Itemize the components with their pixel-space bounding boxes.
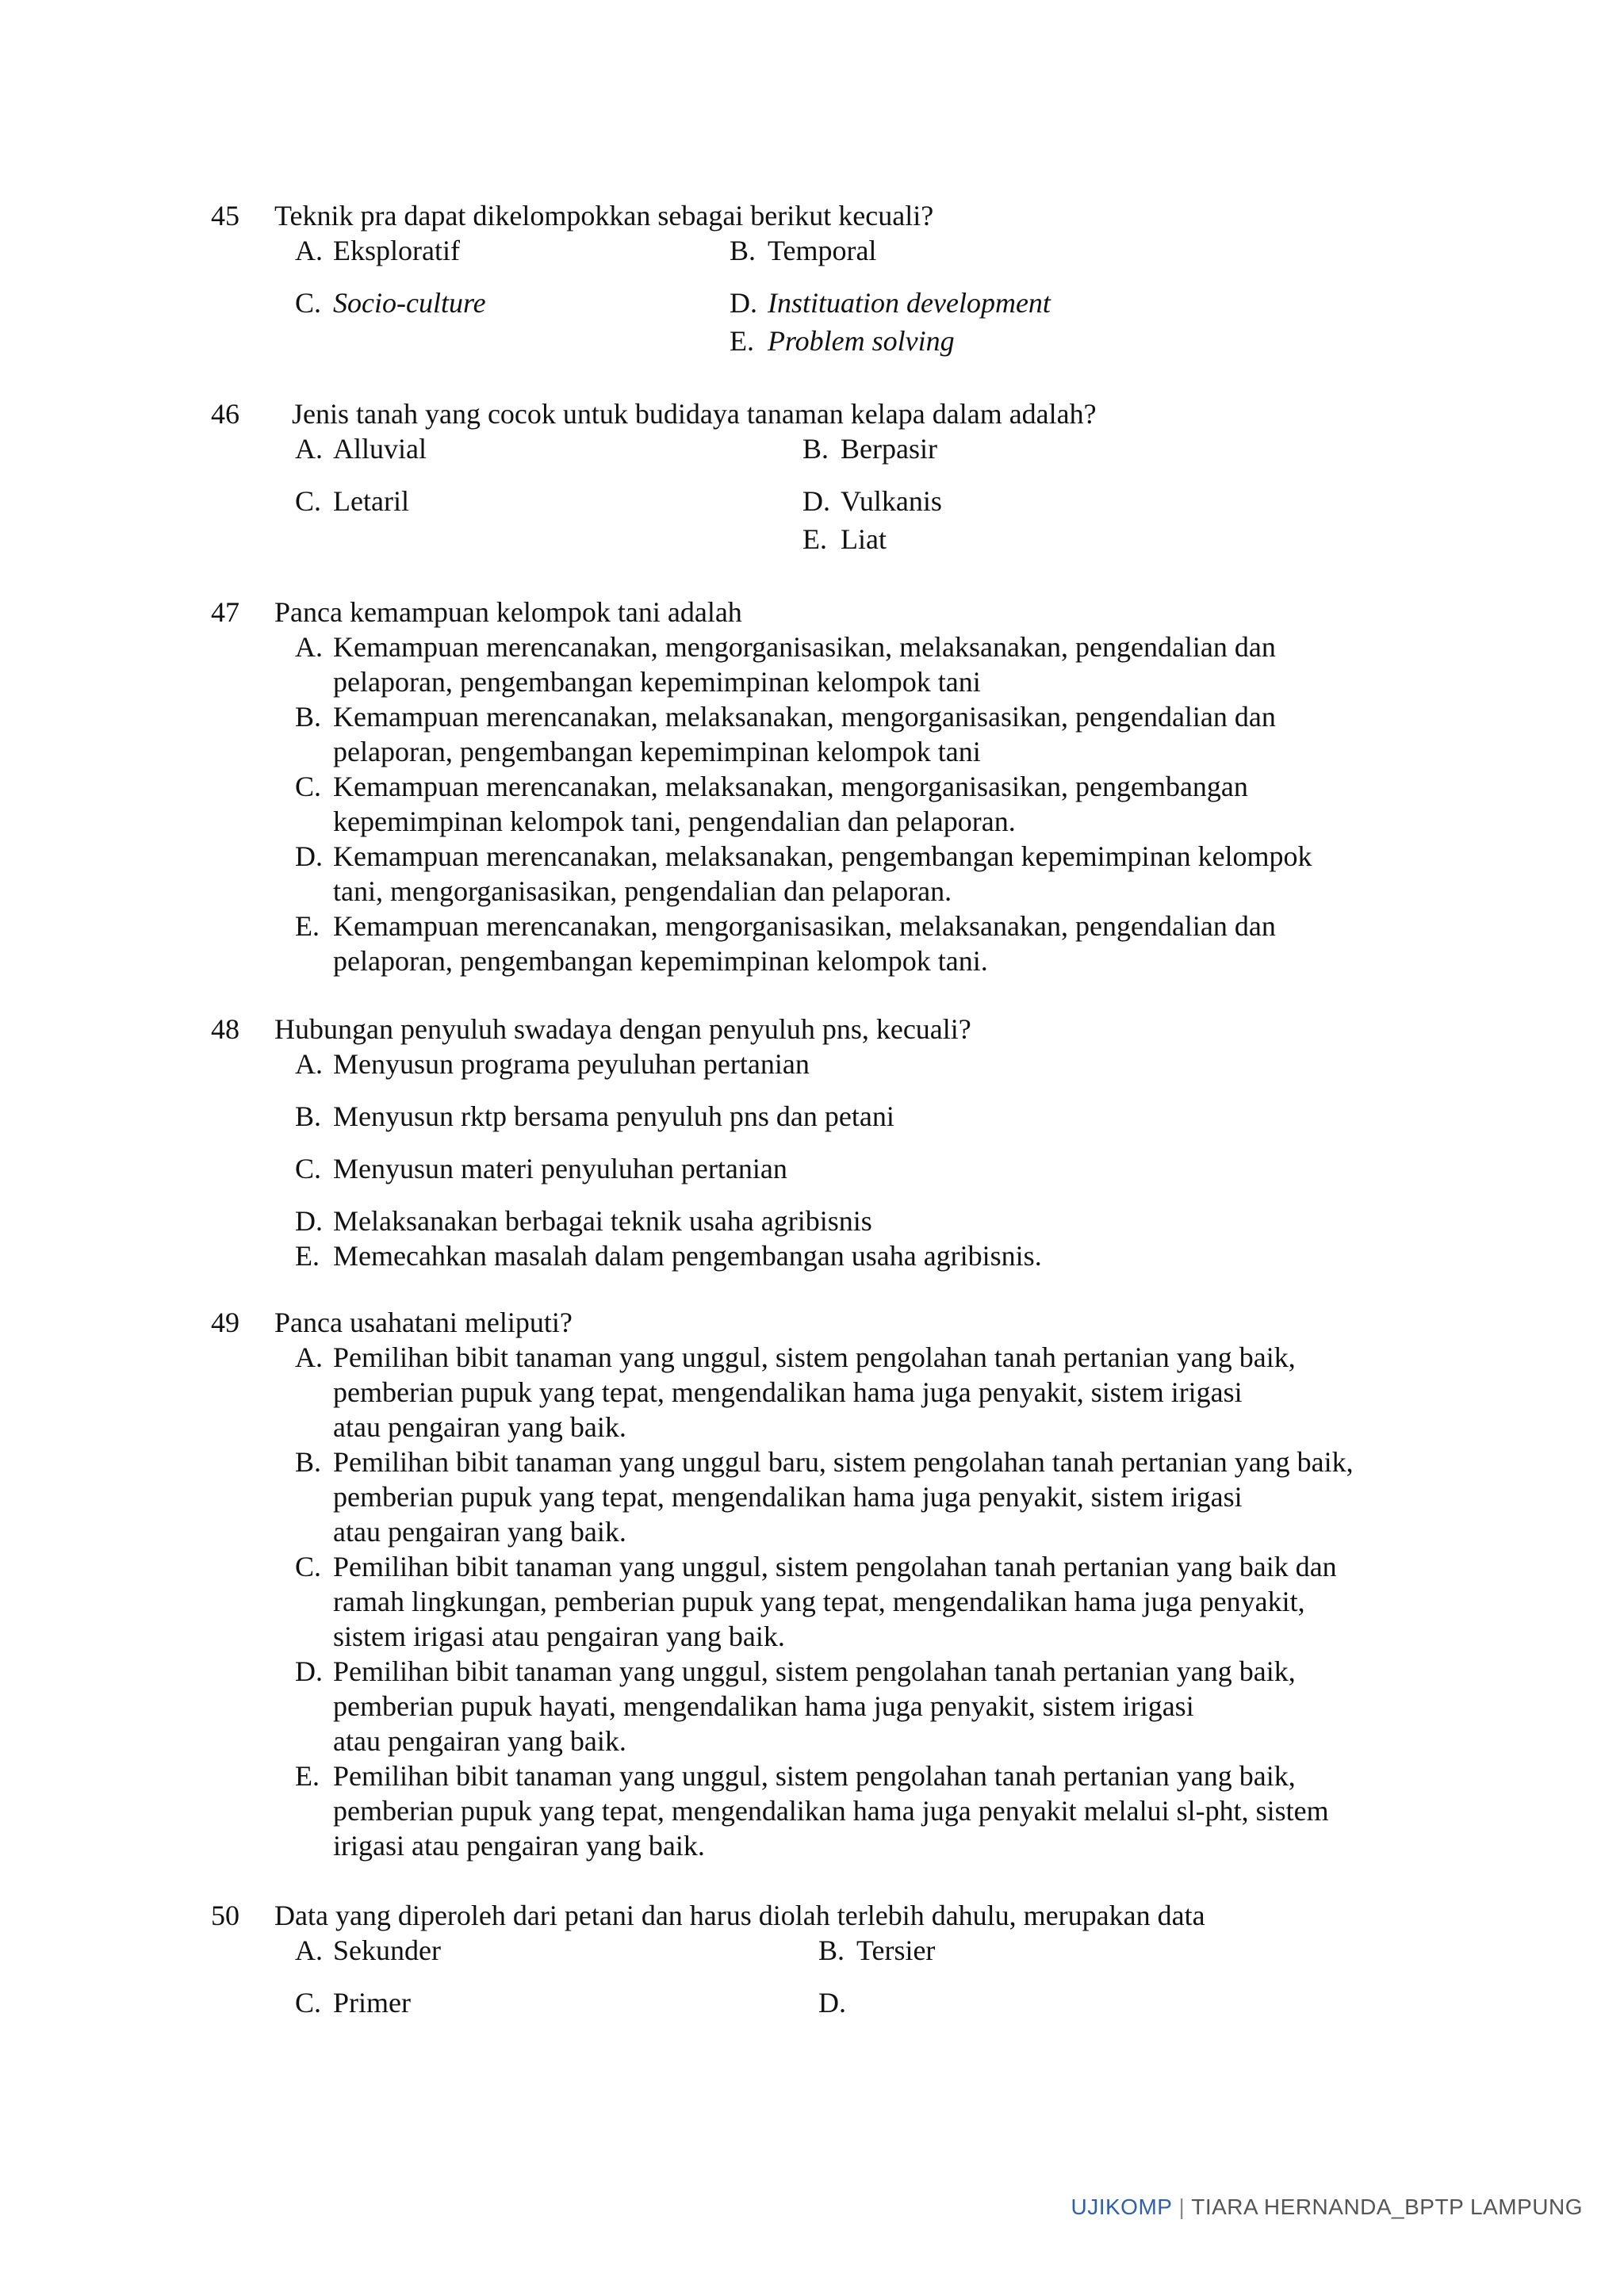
option-b: B. Kemampuan merencanakan, melaksanakan, mengorganisasikan, pengendalian dan pelaporan, pengembangan kepemimpinan kelompok tani <box>295 701 1276 767</box>
question-number: 48 <box>211 1013 239 1045</box>
option-e: E. Memecahkan masalah dalam pengembangan usaha agribisnis. <box>295 1240 1042 1272</box>
footer-separator: | <box>1178 2195 1185 2219</box>
question-number: 46 <box>211 398 239 430</box>
option-a: A. Sekunder <box>295 1934 441 1966</box>
option-c: C. Menyusun materi penyuluhan pertanian <box>295 1153 787 1184</box>
option-e: E. Problem solving <box>730 325 955 357</box>
option-a: A. Menyusun programa peyuluhan pertanian <box>295 1048 810 1080</box>
option-e: E. Liat <box>802 523 887 555</box>
option-e: E. Kemampuan merencanakan, mengorganisasikan, melaksanakan, pengendalian dan pelaporan, pengembangan kepemimpinan kelompok tani. <box>295 910 1276 977</box>
footer-brand: UJIKOMP <box>1071 2195 1173 2219</box>
option-d: D. Melaksanakan berbagai teknik usaha agribisnis <box>295 1205 872 1237</box>
option-list <box>295 629 1448 978</box>
option-a: A. Pemilihan bibit tanaman yang unggul, sistem pengolahan tanah pertanian yang baik, pemberian pupuk yang tepat, mengendalikan hama juga penyakit, sistem irigasi atau pengairan yang baik. <box>295 1341 1296 1443</box>
question-text: Hubungan penyuluh swadaya dengan penyuluh pns, kecuali? <box>274 1013 971 1045</box>
option-a: A. Alluvial <box>295 433 427 465</box>
option-b: B. Temporal <box>730 235 877 266</box>
option-b: B. Tersier <box>818 1934 936 1966</box>
question-45 <box>211 198 1448 233</box>
option-d: D. Kemampuan merencanakan, melaksanakan, pengembangan kepemimpinan kelompok tani, mengorganisasikan, pengendalian dan pelaporan. <box>295 840 1312 907</box>
option-d: D. Pemilihan bibit tanaman yang unggul, sistem pengolahan tanah pertanian yang baik, pemberian pupuk hayati, mengendalikan hama juga penyakit, sistem irigasi atau pengairan yang baik. <box>295 1655 1296 1757</box>
option-list <box>295 1340 1448 1863</box>
question-49 <box>211 1305 1448 1863</box>
option-d: D. Vulkanis <box>802 485 942 517</box>
option-d: D. Instituation development <box>730 287 1051 319</box>
option-b: B. Pemilihan bibit tanaman yang unggul baru, sistem pengolahan tanah pertanian yang baik, pemberian pupuk yang tepat, mengendalikan hama juga penyakit, sistem irigasi atau pengairan yang baik. <box>295 1446 1354 1548</box>
question-number: 50 <box>211 1900 239 1931</box>
question-text: Panca usahatani meliputi? <box>274 1307 573 1338</box>
question-50 <box>211 1898 1448 1933</box>
option-c: C. Pemilihan bibit tanaman yang unggul, sistem pengolahan tanah pertanian yang baik dan ramah lingkungan, pemberian pupuk yang tepat, mengendalikan hama juga penyakit, sistem irigasi atau pengairan yang baik. <box>295 1551 1337 1652</box>
question-48 <box>211 1012 1448 1273</box>
option-c: C. Letaril <box>295 485 409 517</box>
page-footer <box>1071 2195 1583 2220</box>
option-c: C. Socio-culture <box>295 287 486 319</box>
option-b: B. Berpasir <box>802 433 937 465</box>
option-c: C. Kemampuan merencanakan, melaksanakan, mengorganisasikan, pengembangan kepemimpinan kelompok tani, pengendalian dan pelaporan. <box>295 771 1248 837</box>
option-b: B. Menyusun rktp bersama penyuluh pns dan petani <box>295 1100 894 1132</box>
question-number: 49 <box>211 1307 239 1338</box>
option-c: C. Primer <box>295 1987 411 2019</box>
question-number: 47 <box>211 596 239 628</box>
question-text: Data yang diperoleh dari petani dan harus diolah terlebih dahulu, merupakan data <box>274 1900 1205 1931</box>
option-a: A. Kemampuan merencanakan, mengorganisasikan, melaksanakan, pengendalian dan pelaporan, pengembangan kepemimpinan kelompok tani <box>295 631 1276 698</box>
question-46 <box>211 396 1448 431</box>
footer-author: TIARA HERNANDA_BPTP LAMPUNG <box>1191 2195 1583 2219</box>
question-text: Jenis tanah yang cocok untuk budidaya tanaman kelapa dalam adalah? <box>292 398 1097 430</box>
question-text: Panca kemampuan kelompok tani adalah <box>274 596 742 628</box>
option-e: E. Pemilihan bibit tanaman yang unggul, sistem pengolahan tanah pertanian yang baik, pemberian pupuk yang tepat, mengendalikan hama juga penyakit melalui sl-pht, sistem irigasi atau pengairan yang baik. <box>295 1760 1329 1862</box>
question-47 <box>211 595 1448 978</box>
question-number: 45 <box>211 200 239 232</box>
question-text: Teknik pra dapat dikelompokkan sebagai berikut kecuali? <box>274 200 934 232</box>
option-d: D. <box>818 1987 846 2019</box>
option-list <box>295 1047 1448 1273</box>
option-a: A. Eksploratif <box>295 235 460 266</box>
